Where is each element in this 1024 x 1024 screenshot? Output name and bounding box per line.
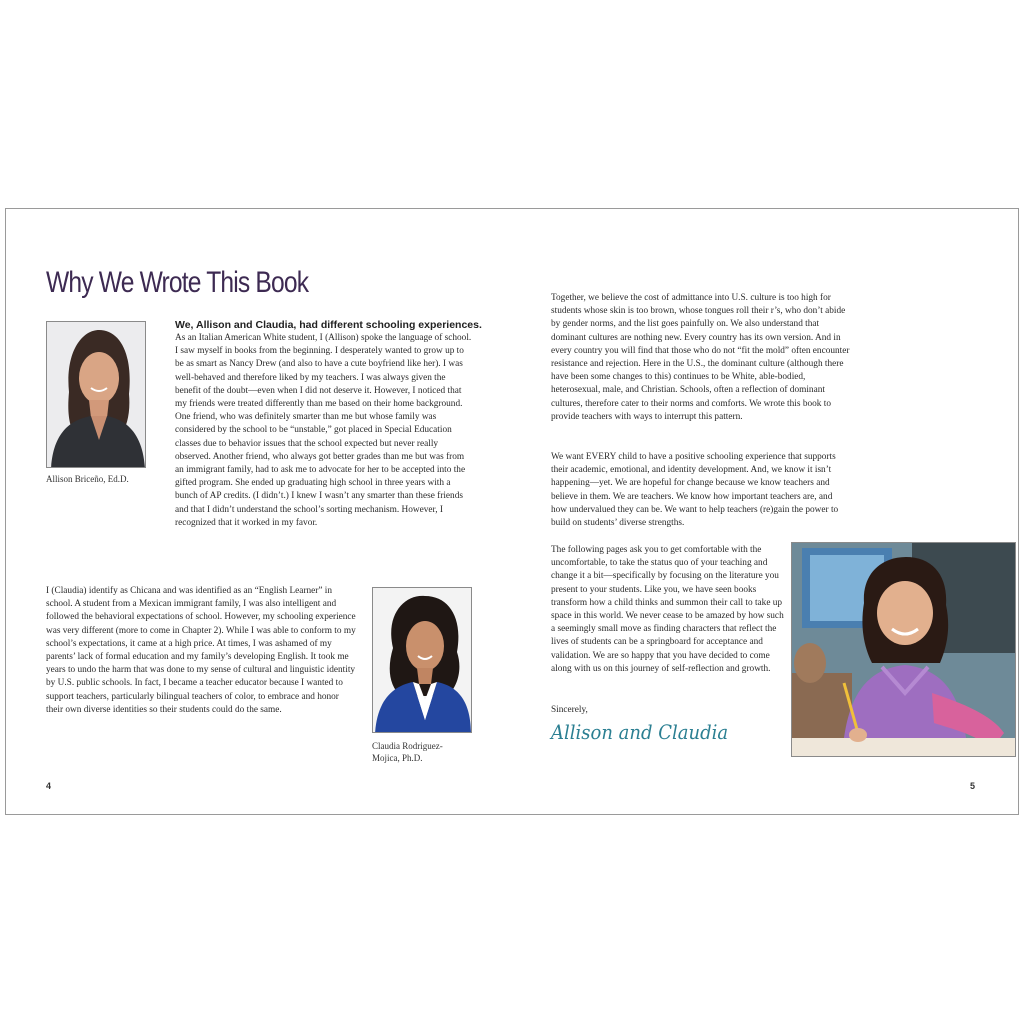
allison-portrait-image [47, 322, 146, 468]
right-paragraph-1: Together, we believe the cost of admittance into U.S. culture is too high for students whose skin is too brown, whose tongues roll their r’s, who don’t abide by gender norms, and the list goes painfully on. We also understand that dominant cultures are nothing new. Every country has its own version. And in every country you will find that those who do not “fit the mold” often encounter resistance and rejection. Here in the U.S., the dominant culture (although there have been some changes to this) continues to be White, able-bodied, heterosexual, male, and Christian. Schools, often a reflection of dominant cultures, therefore cater to their norms and comforts. We wrote this book to provide teachers with ways to interrupt this pattern. [551, 293, 850, 422]
claudia-caption: Claudia Rodriguez-Mojica, Ph.D. [372, 741, 443, 763]
claudia-paragraph: I (Claudia) identify as Chicana and was identified as an “English Learner” in school. A student from a Mexican immigrant family, I was also intelligent and followed the behavioral expectations of school. However, my schooling experience was very different (more to come in Chapter 2). While I was able to conform to my school’s expectations, it came at a high price. At times, I was ashamed of my parents’ lack of formal education and my family’s developing English. It took me years to undo the harm that was done to my sense of cultural and linguistic identity by U.S. public schools. In fact, I became a teacher educator because I wanted to support teachers, particularly bilingual teachers of color, to embrace and honor their own diverse identities so their students could do the same. [46, 586, 356, 715]
page-title: Why We Wrote This Book [46, 266, 309, 299]
signoff: Sincerely, [551, 705, 588, 715]
allison-caption: Allison Briceño, Ed.D. [46, 474, 129, 484]
allison-portrait-photo [46, 321, 146, 468]
student-image [792, 543, 1016, 757]
lead-sentence: We, Allison and Claudia, had different schooling experiences. [175, 319, 482, 331]
left-page-number: 4 [46, 781, 52, 791]
right-paragraph-3: The following pages ask you to get comfortable with the uncomfortable, to take the status quo of your teaching and change it a bit—specifically by focusing on the literature you present to your students. Like you, we have seen books transform how a child thinks and summon their call to take up space in this world. We never cease to be amazed by how such a seemingly small move as finding characters that reflect the lives of students can be a springboard for acceptance and validation. We are so happy that you have decided to come along with us on this journey of self-reflection and growth. [551, 545, 784, 674]
student-photo [791, 542, 1016, 757]
signature: Allison and Claudia [551, 720, 729, 744]
allison-paragraph: As an Italian American White student, I (Allison) spoke the language of school. I saw myself in books from the beginning. I desperately wanted to grow up to be as smart as Nancy Drew (and also to have a cute boyfriend like her). I was well-behaved and therefore liked by my teachers. I was always given the benefit of the doubt—even when I did not deserve it. However, I noticed that my friends were treated differently than me based on their home background. One friend, who was definitely smarter than me but whose family was considered by the school to be “unstable,” got placed in Special Education classes due to behavior issues that the school expected but never really observed. Another friend, who always got better grades than me but was from an immigrant family, had to ask me to advocate for her to be accepted into the gifted program. She ended up graduating high school in three years with a bunch of AP credits. (I didn’t.) I knew I wasn’t any smarter than these friends and that I didn’t understand the school’s sorting mechanism. However, I recognized that it worked in my favor. [175, 333, 472, 528]
claudia-portrait-image [373, 588, 472, 733]
claudia-portrait-photo [372, 587, 472, 733]
right-paragraph-2: We want EVERY child to have a positive schooling experience that supports their academic, emotional, and identity development. And, we know it isn’t happening—yet. We are hopeful for change because we know teachers and believe in them. We are teachers. We know how important teachers are, and how undervalued they can be. We want to help teachers (re)gain the power to build on students’ diverse strengths. [551, 452, 839, 529]
right-page-number: 5 [970, 781, 976, 791]
